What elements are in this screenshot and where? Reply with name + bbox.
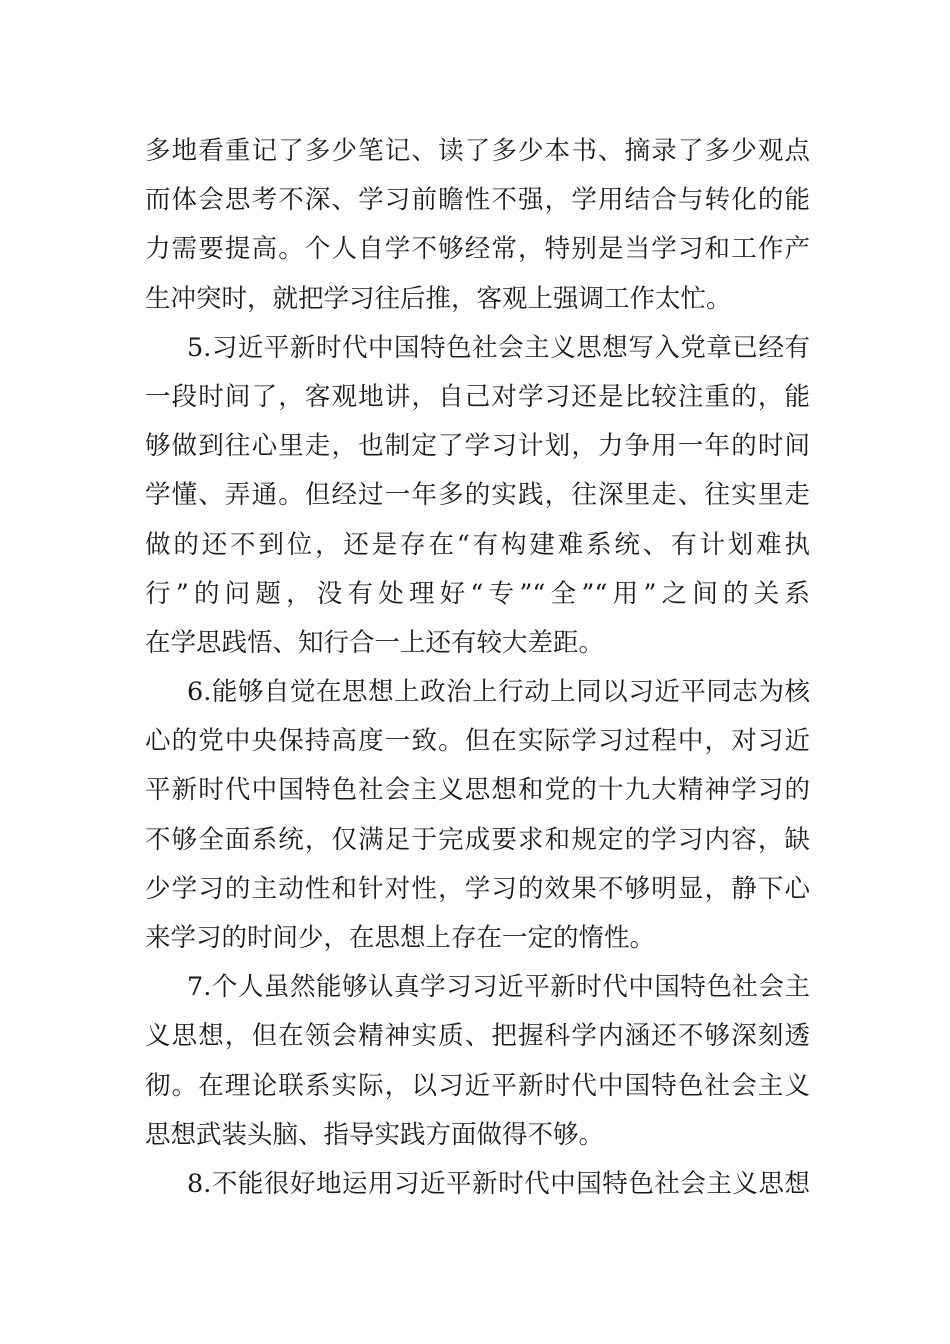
text-line: 来学习的时间少，在思想上存在一定的惰性。	[145, 923, 656, 953]
text-line: 学懂、弄通。但经过一年多的实践，往深里走、往实里走	[145, 480, 810, 511]
text-line: 少学习的主动性和针对性，学习的效果不够明显，静下心	[145, 873, 810, 904]
text-line: 多地看重记了多少笔记、读了多少本书、摘录了多少观点	[145, 136, 810, 166]
text-line: 而体会思考不深、学习前瞻性不强，学用结合与转化的能	[145, 185, 810, 216]
text-line: 平新时代中国特色社会主义思想和党的十九大精神学习的	[145, 775, 810, 806]
text-line: 一段时间了，客观地讲，自己对学习还是比较注重的，能	[145, 381, 810, 412]
paragraph-5-first-line: 5.习近平新时代中国特色社会主义思想写入党章已经有	[187, 332, 810, 363]
paragraph-8-first-line: 8.不能很好地运用习近平新时代中国特色社会主义思想	[187, 1168, 810, 1199]
text-line: 行”的问题，没有处理好“专”“全”“用”之间的关系	[145, 578, 810, 609]
text-line: 彻。在理论联系实际，以习近平新时代中国特色社会主义	[145, 1070, 810, 1101]
text-line: 力需要提高。个人自学不够经常，特别是当学习和工作产	[145, 234, 810, 265]
text-line: 生冲突时，就把学习往后推，客观上强调工作太忙。	[145, 283, 732, 314]
text-line: 够做到往心里走，也制定了学习计划，力争用一年的时间	[145, 431, 810, 462]
text-line: 心的党中央保持高度一致。但在实际学习过程中，对习近	[145, 726, 810, 757]
document-body	[145, 127, 810, 1209]
text-line: 义思想，但在领会精神实质、把握科学内涵还不够深刻透	[145, 1021, 810, 1052]
text-line: 做的还不到位，还是存在“有构建难系统、有计划难执	[145, 529, 810, 560]
text-line: 在学思践悟、知行合一上还有较大差距。	[145, 627, 605, 658]
text-line: 思想武装头脑、指导实践方面做得不够。	[145, 1119, 605, 1150]
paragraph-7-first-line: 7.个人虽然能够认真学习习近平新时代中国特色社会主	[187, 972, 810, 1003]
text-line: 不够全面系统，仅满足于完成要求和规定的学习内容，缺	[145, 824, 810, 855]
paragraph-6-first-line: 6.能够自觉在思想上政治上行动上同以习近平同志为核	[187, 677, 810, 708]
